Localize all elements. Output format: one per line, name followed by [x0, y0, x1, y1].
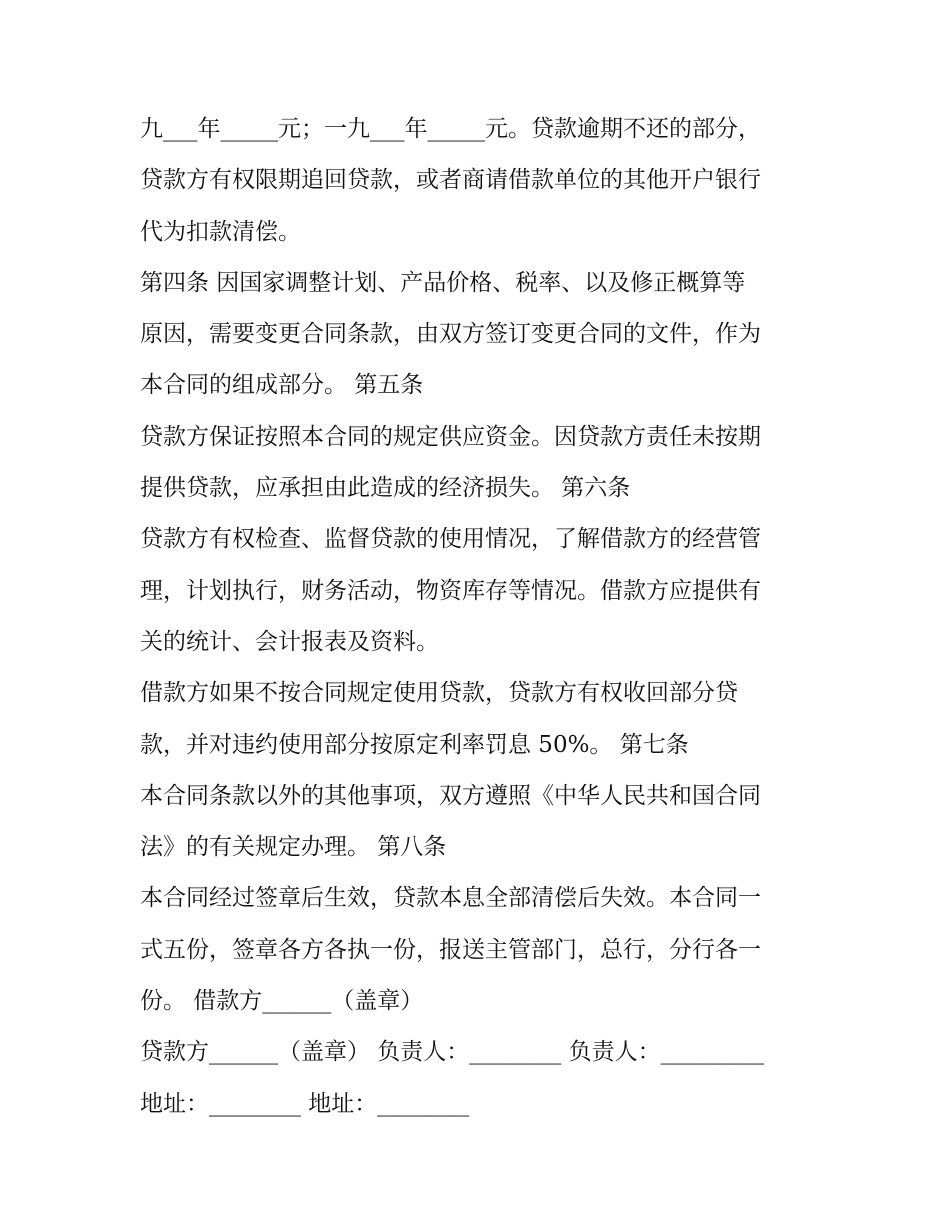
text-line: 关的统计、会计报表及资料。 — [140, 628, 439, 655]
text-line: 贷款方保证按照本合同的规定供应资金。因贷款方责任未按期 — [140, 423, 761, 450]
text-line: 本合同的组成部分。 第五条 — [140, 372, 424, 399]
text-line: 理，计划执行，财务活动，物资库存等情况。借款方应提供有 — [140, 577, 761, 604]
text-line: 原因，需要变更合同条款，由双方签订变更合同的文件，作为 — [140, 321, 761, 348]
address-line: 地址：________ 地址：________ — [140, 1090, 470, 1117]
text-line: 款，并对违约使用部分按原定利率罚息 50%。 第七条 — [140, 731, 689, 758]
text-line: 本合同条款以外的其他事项，双方遵照《中华人民共和国合同 — [140, 782, 761, 809]
text-line: 本合同经过签章后生效，贷款本息全部清偿后失效。本合同一 — [140, 885, 761, 912]
article-4-line: 第四条 因国家调整计划、产品价格、税率、以及修正概算等 — [140, 269, 746, 296]
text-line: 贷款方有权检查、监督贷款的使用情况，了解借款方的经营管 — [140, 526, 761, 553]
text-line: 九___年_____元；一九___年_____元。贷款逾期不还的部分， — [140, 116, 761, 142]
text-line: 法》的有关规定办理。 第八条 — [140, 834, 447, 861]
text-line: 贷款方有权限期追回贷款，或者商请借款单位的其他开户银行 — [140, 167, 761, 194]
text-line: 式五份，签章各方各执一份，报送主管部门，总行，分行各一 — [140, 936, 761, 963]
lender-signature-line: 贷款方______（盖章） 负责人：________ 负责人：_________ — [140, 1039, 765, 1066]
text-line: 借款方如果不按合同规定使用贷款，贷款方有权收回部分贷 — [140, 680, 738, 707]
borrower-signature-line: 份。 借款方______（盖章） — [140, 988, 424, 1015]
text-line: 提供贷款，应承担由此造成的经济损失。 第六条 — [140, 475, 631, 502]
contract-body — [140, 104, 820, 1130]
text-line: 代为扣款清偿。 — [140, 218, 301, 245]
